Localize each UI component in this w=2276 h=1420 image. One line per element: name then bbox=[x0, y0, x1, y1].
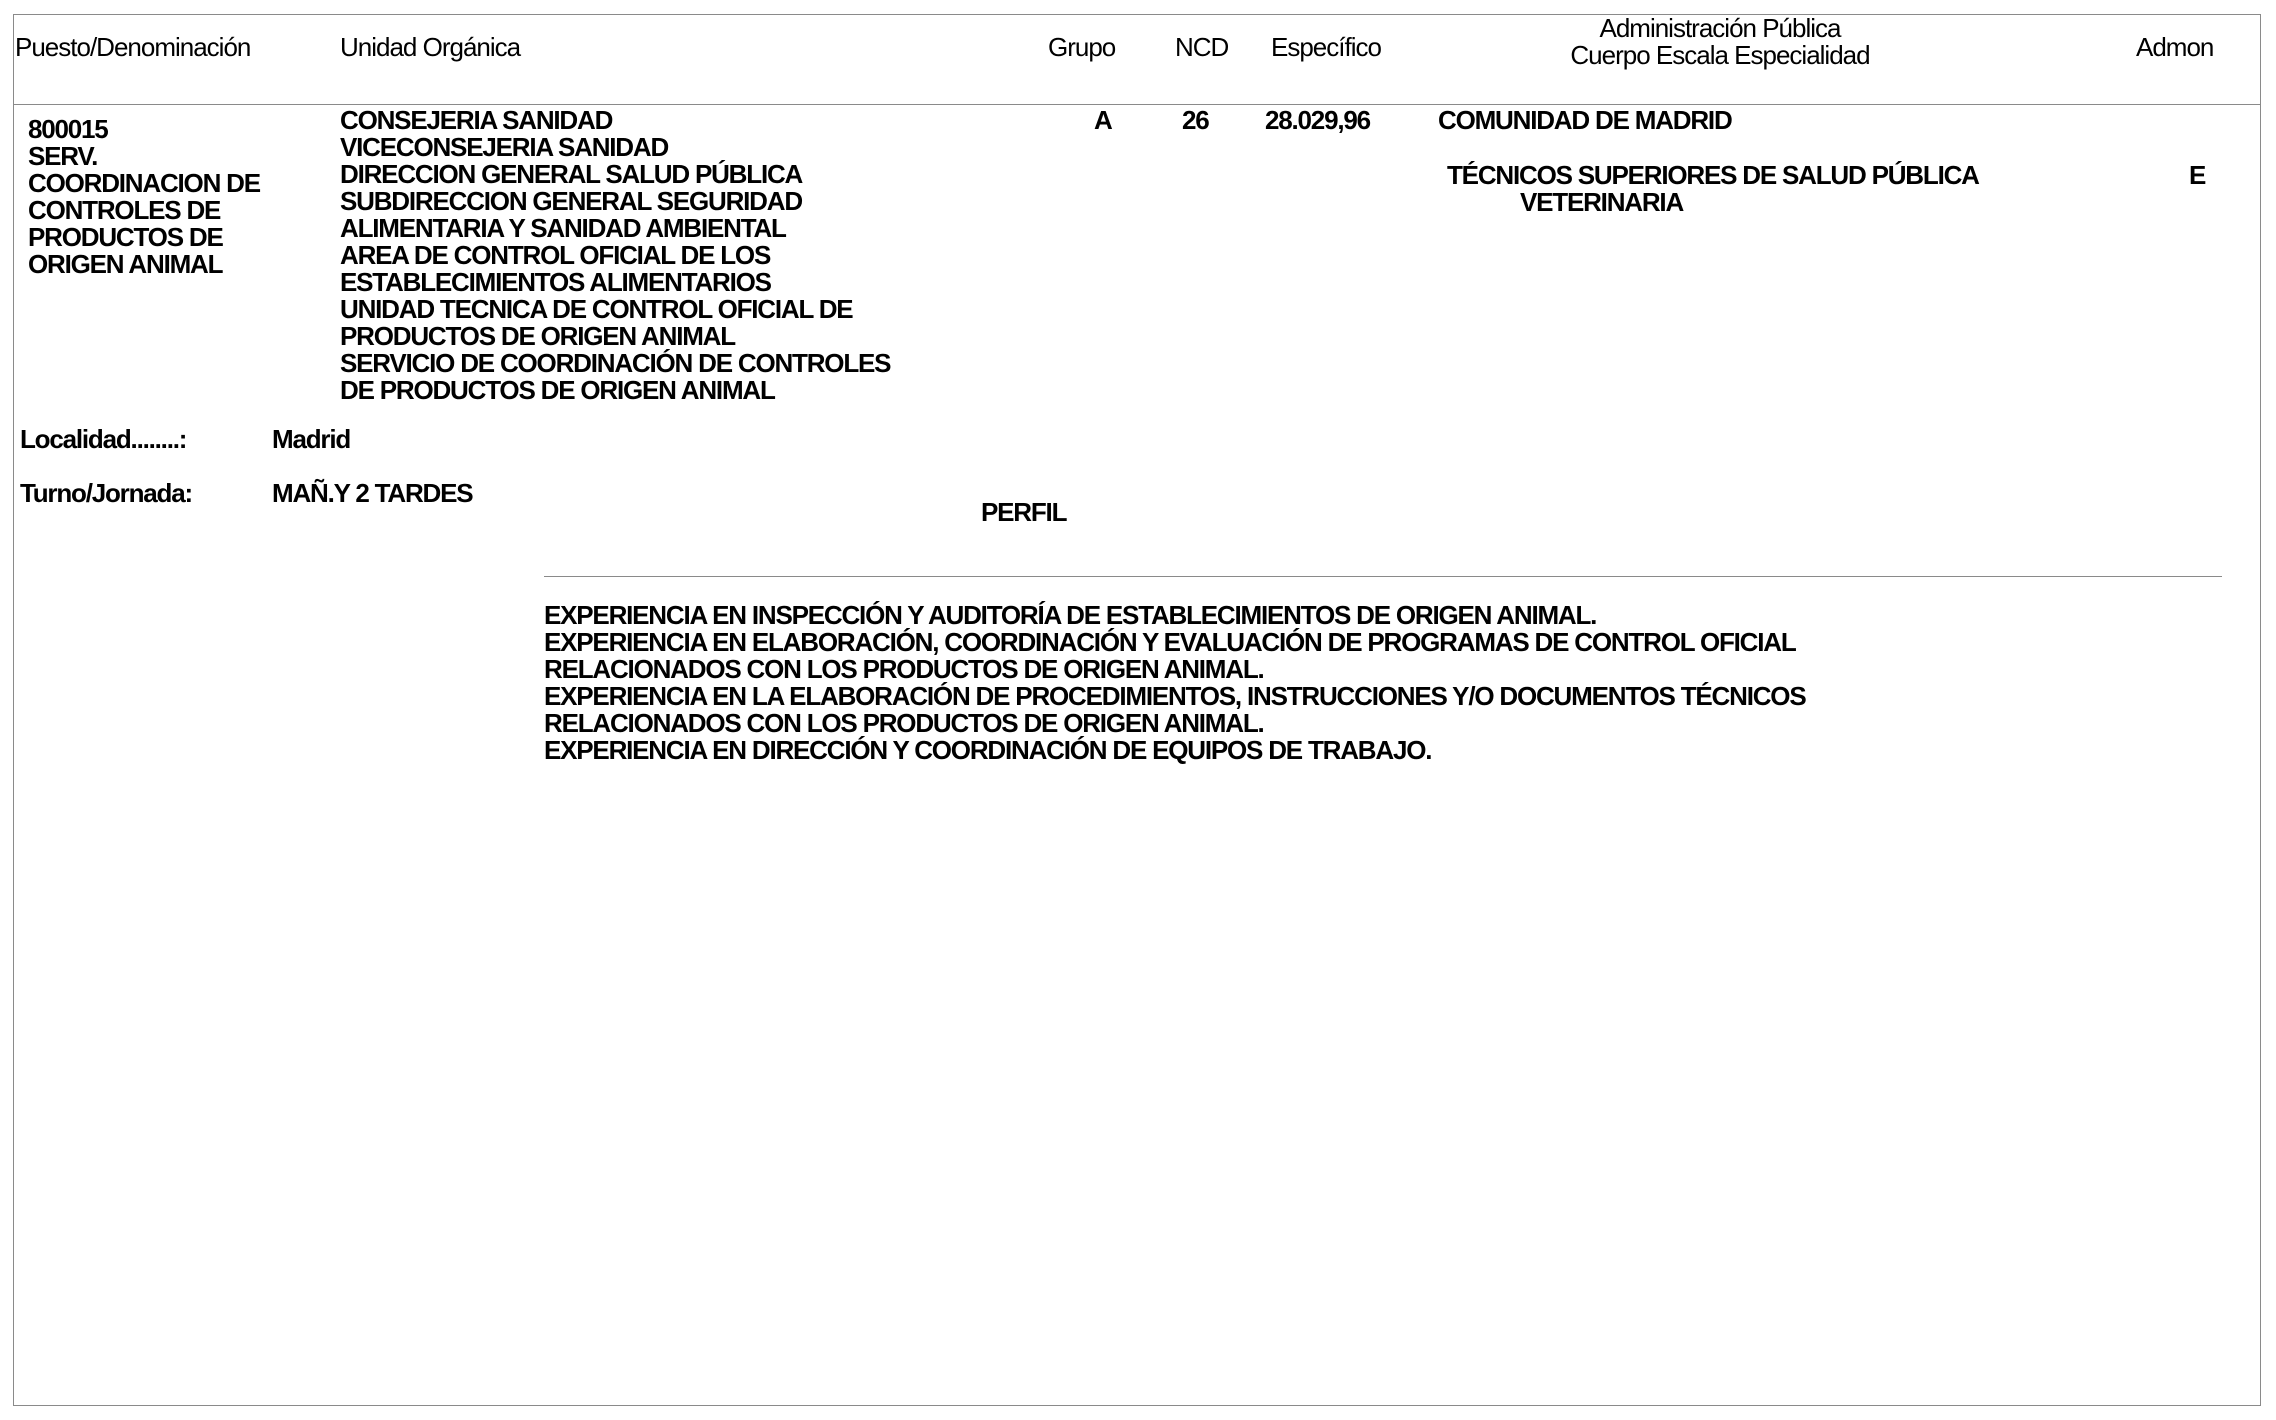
header-admin-line1: Administración Pública bbox=[1599, 13, 1841, 43]
unidad-line: DE PRODUCTOS DE ORIGEN ANIMAL bbox=[340, 375, 775, 405]
unidad-line: SERVICIO DE COORDINACIÓN DE CONTROLES bbox=[340, 348, 891, 378]
localidad-value: Madrid bbox=[272, 424, 351, 454]
header-puesto: Puesto/Denominación bbox=[15, 32, 251, 62]
perfil-line: EXPERIENCIA EN INSPECCIÓN Y AUDITORÍA DE ESTABLECIMIENTOS DE ORIGEN ANIMAL. bbox=[544, 600, 1597, 630]
perfil-text bbox=[544, 602, 1805, 764]
unidad-line: DIRECCION GENERAL SALUD PÚBLICA bbox=[340, 159, 803, 189]
turno-value: MAÑ.Y 2 TARDES bbox=[272, 478, 473, 508]
header-grupo: Grupo bbox=[1048, 32, 1116, 62]
unidad-line: AREA DE CONTROL OFICIAL DE LOS bbox=[340, 240, 771, 270]
unidad-line: SUBDIRECCION GENERAL SEGURIDAD bbox=[340, 186, 802, 216]
admon-value: E bbox=[2189, 160, 2206, 190]
header-unidad: Unidad Orgánica bbox=[340, 32, 521, 62]
perfil-line: RELACIONADOS CON LOS PRODUCTOS DE ORIGEN ANIMAL. bbox=[544, 708, 1264, 738]
perfil-line: EXPERIENCIA EN LA ELABORACIÓN DE PROCEDIMIENTOS, INSTRUCCIONES Y/O DOCUMENTOS TÉCNICOS bbox=[544, 681, 1806, 711]
puesto-line: COORDINACION DE bbox=[28, 168, 260, 198]
perfil-line: EXPERIENCIA EN ELABORACIÓN, COORDINACIÓN Y EVALUACIÓN DE PROGRAMAS DE CONTROL OFICIAL bbox=[544, 627, 1796, 657]
puesto-line: SERV. bbox=[28, 141, 98, 171]
perfil-label: PERFIL bbox=[981, 497, 1067, 527]
puesto-line: ORIGEN ANIMAL bbox=[28, 249, 223, 279]
puesto-line: CONTROLES DE bbox=[28, 195, 221, 225]
puesto-line: PRODUCTOS DE bbox=[28, 222, 223, 252]
unidad-line: CONSEJERIA SANIDAD bbox=[340, 105, 613, 135]
unidad-line: UNIDAD TECNICA DE CONTROL OFICIAL DE bbox=[340, 294, 853, 324]
administracion-value: COMUNIDAD DE MADRID bbox=[1438, 105, 1732, 135]
perfil-line: EXPERIENCIA EN DIRECCIÓN Y COORDINACIÓN DE EQUIPOS DE TRABAJO. bbox=[544, 735, 1432, 765]
header-admon: Admon bbox=[2136, 32, 2214, 62]
unidad-line: PRODUCTOS DE ORIGEN ANIMAL bbox=[340, 321, 735, 351]
localidad-label: Localidad........: bbox=[20, 424, 187, 454]
especifico-value: 28.029,96 bbox=[1265, 105, 1370, 135]
perfil-line: RELACIONADOS CON LOS PRODUCTOS DE ORIGEN ANIMAL. bbox=[544, 654, 1264, 684]
header-especifico: Específico bbox=[1271, 32, 1381, 62]
unidad-line: ESTABLECIMIENTOS ALIMENTARIOS bbox=[340, 267, 771, 297]
puesto-line: 800015 bbox=[28, 114, 108, 144]
header-ncd: NCD bbox=[1175, 32, 1229, 62]
header-admin-line2: Cuerpo Escala Especialidad bbox=[1570, 40, 1870, 70]
perfil-divider bbox=[544, 576, 2222, 577]
unidad-organica bbox=[340, 107, 890, 404]
unidad-line: VICECONSEJERIA SANIDAD bbox=[340, 132, 669, 162]
unidad-line: ALIMENTARIA Y SANIDAD AMBIENTAL bbox=[340, 213, 786, 243]
turno-label: Turno/Jornada: bbox=[20, 478, 192, 508]
grupo-value: A bbox=[1094, 105, 1112, 135]
ncd-value: 26 bbox=[1182, 105, 1209, 135]
cuerpo-value: TÉCNICOS SUPERIORES DE SALUD PÚBLICA bbox=[1447, 160, 1979, 190]
especialidad-value: VETERINARIA bbox=[1520, 187, 1684, 217]
puesto-denominacion bbox=[28, 116, 260, 278]
